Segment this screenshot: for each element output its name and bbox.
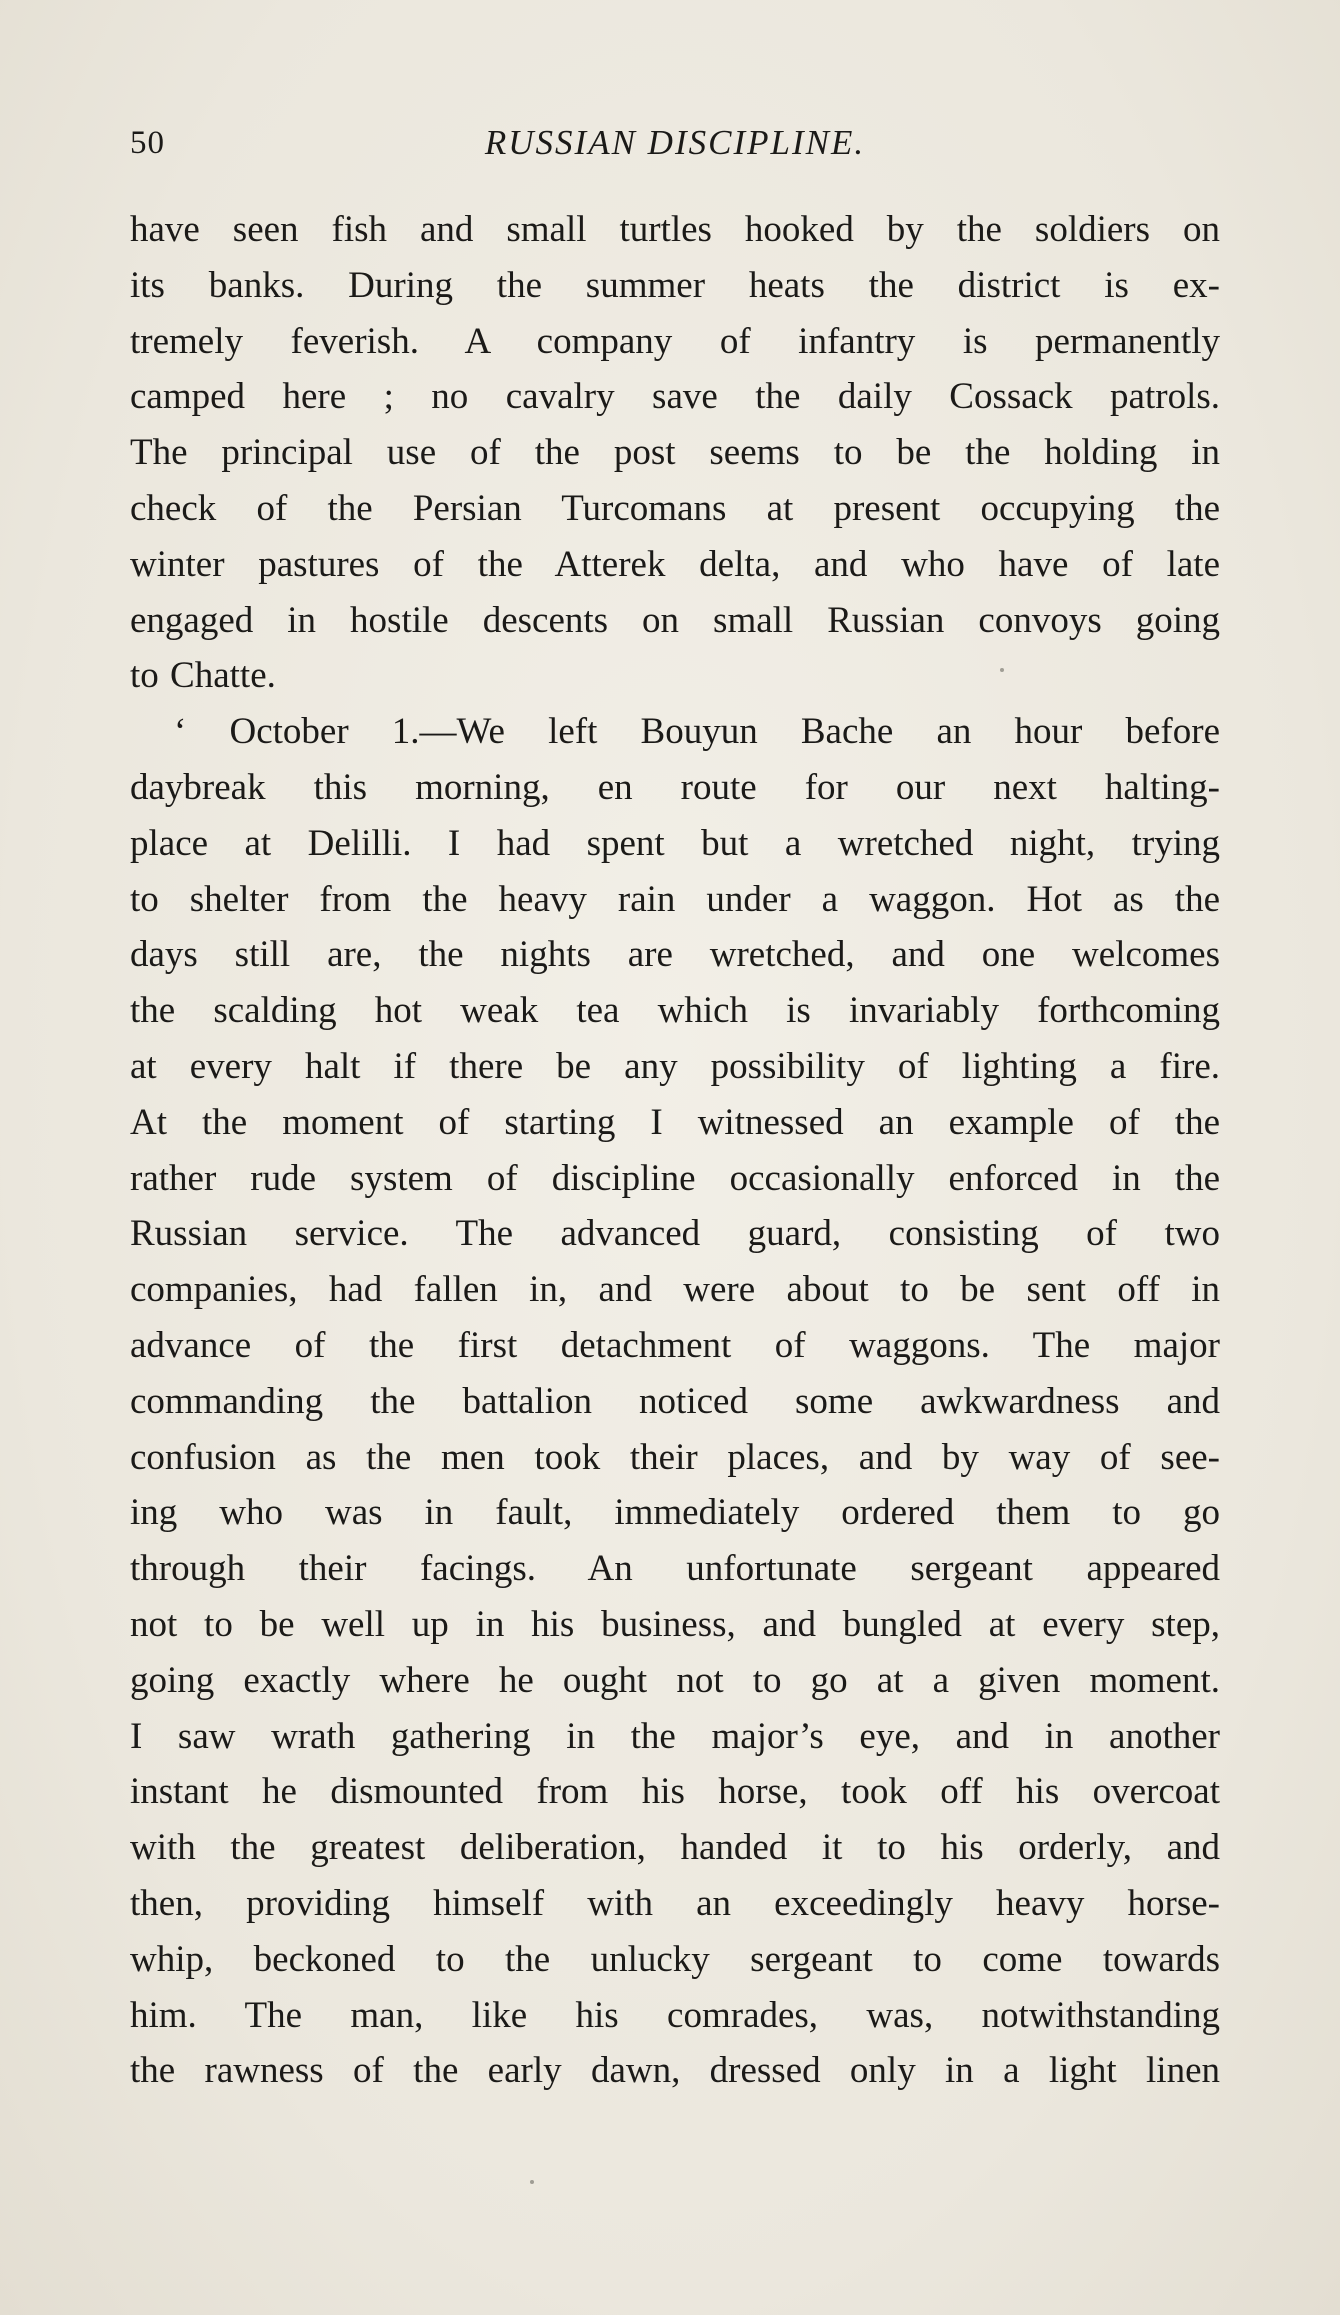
text-line: through their facings. An unfortunate sergeant appeared: [130, 1548, 1220, 1590]
text-line: I saw wrath gathering in the major’s eye, and in another: [130, 1715, 1220, 1757]
text-line: The principal use of the post seems to be the holding in: [130, 432, 1220, 474]
text-line: companies, had fallen in, and were about to be sent off in: [130, 1269, 1220, 1311]
text-line: to shelter from the heavy rain under a waggon. Hot as the: [130, 878, 1220, 920]
text-line: him. The man, like his comrades, was, notwithstanding: [130, 1994, 1220, 2036]
paper-speck: [530, 2180, 534, 2184]
body-text: [130, 202, 1220, 2099]
text-line: tremely feverish. A company of infantry is permanently: [130, 320, 1220, 362]
text-line: confusion as the men took their places, and by way of see-: [130, 1436, 1220, 1478]
text-line: then, providing himself with an exceedingly heavy horse-: [130, 1882, 1220, 1924]
page-header: [130, 118, 1220, 168]
text-line: place at Delilli. I had spent but a wretched night, trying: [130, 822, 1220, 864]
text-line: instant he dismounted from his horse, took off his overcoat: [130, 1771, 1220, 1813]
text-line: going exactly where he ought not to go at a given moment.: [130, 1659, 1220, 1701]
text-line: daybreak this morning, en route for our next halting-: [130, 766, 1220, 808]
text-line: check of the Persian Turcomans at present occupying the: [130, 487, 1220, 529]
text-line: Russian service. The advanced guard, consisting of two: [130, 1213, 1220, 1255]
text-line: days still are, the nights are wretched, and one welcomes: [130, 934, 1220, 976]
text-line: not to be well up in his business, and bungled at every step,: [130, 1603, 1220, 1645]
text-line: have seen fish and small turtles hooked by the soldiers on: [130, 209, 1220, 250]
text-line: ‘ October 1.—We left Bouyun Bache an hour before: [174, 711, 1220, 753]
paper-speck: [1000, 668, 1004, 672]
text-line: advance of the first detachment of waggons. The major: [130, 1324, 1220, 1366]
text-line: the scalding hot weak tea which is invariably forthcoming: [130, 990, 1220, 1032]
text-line: winter pastures of the Atterek delta, and who have of late: [130, 543, 1220, 585]
text-line: at every halt if there be any possibility of lighting a fire.: [130, 1045, 1220, 1087]
text-line: the rawness of the early dawn, dressed only in a light linen: [130, 2050, 1220, 2092]
text-line: whip, beckoned to the unlucky sergeant to come towards: [130, 1938, 1220, 1980]
text-line: its banks. During the summer heats the district is ex-: [130, 264, 1220, 306]
text-line: commanding the battalion noticed some awkwardness and: [130, 1380, 1220, 1422]
text-line: rather rude system of discipline occasionally enforced in the: [130, 1157, 1220, 1199]
text-line: with the greatest deliberation, handed it to his orderly, and: [130, 1827, 1220, 1869]
text-line: camped here ; no cavalry save the daily Cossack patrols.: [130, 376, 1220, 418]
text-line: ing who was in fault, immediately ordered them to go: [130, 1492, 1220, 1534]
text-line: engaged in hostile descents on small Russian convoys going: [130, 599, 1220, 641]
text-line: At the moment of starting I witnessed an example of the: [130, 1101, 1220, 1143]
page-number: 50: [130, 125, 165, 161]
running-head: RUSSIAN DISCIPLINE.: [484, 123, 866, 162]
text-line: to Chatte.: [130, 655, 276, 697]
